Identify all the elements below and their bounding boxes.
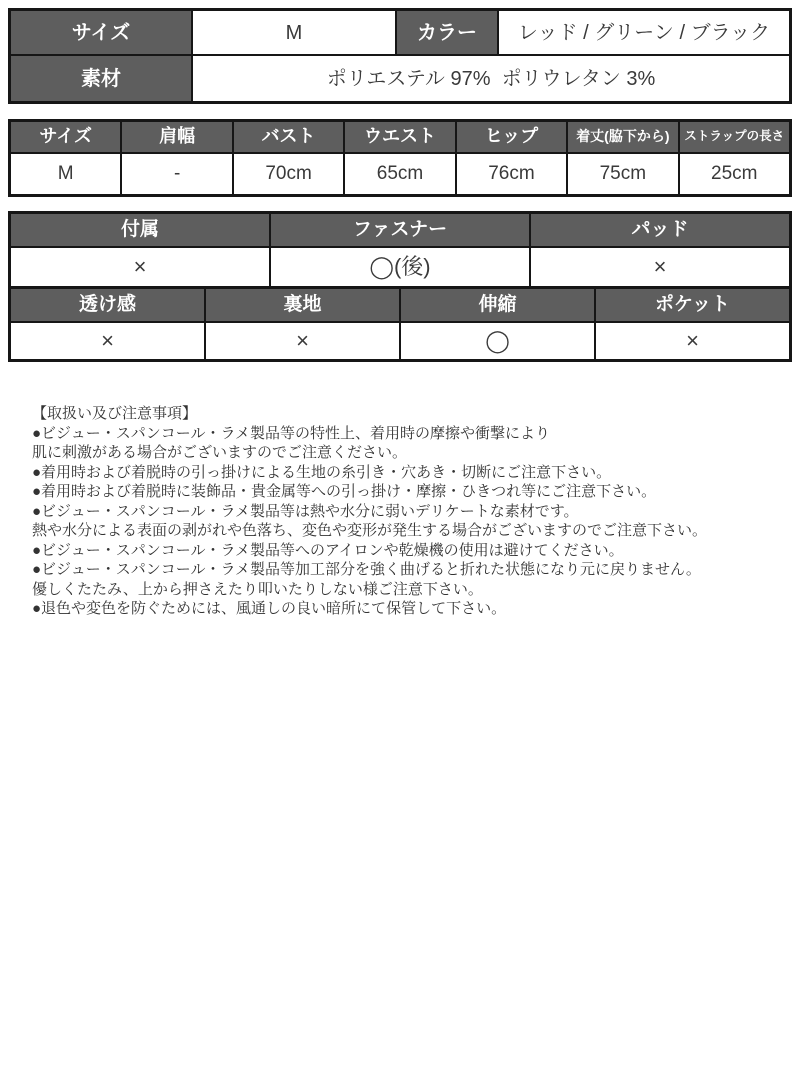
- product-spec-sheet: [8, 8, 792, 619]
- size-color-material-table: [8, 8, 792, 104]
- measure-header-strap: ストラップの長さ: [680, 122, 789, 152]
- feature-value-pocket: ×: [596, 323, 789, 359]
- care-note-line: 熱や水分による表面の剥がれや色落ち、変色や変形が発生する場合がございますのでご注意下さい。: [32, 522, 708, 539]
- feature-header-pad: パッド: [531, 214, 789, 246]
- color-value-cell: レッド / グリーン / ブラック: [499, 11, 789, 54]
- care-note-line: ●ビジュー・スパンコール・ラメ製品等へのアイロンや乾燥機の使用は避けてください。: [32, 541, 624, 559]
- care-notes: [32, 404, 792, 619]
- feature-value-accessory: ×: [11, 248, 269, 286]
- feature-header-pocket: ポケット: [596, 289, 789, 321]
- care-note-line: ●ビジュー・スパンコール・ラメ製品等は熱や水分に弱いデリケートな素材です。: [32, 502, 579, 520]
- size-value-cell: M: [193, 11, 395, 54]
- care-note-line: 優しくたたみ、上から押さえたり叩いたりしない様ご注意下さい。: [32, 580, 483, 598]
- measure-value-shoulder: -: [122, 154, 231, 194]
- feature-value-stretch: ◯: [401, 323, 594, 359]
- color-label-cell: カラー: [397, 11, 497, 54]
- care-note-line: ●着用時および着脱時の引っ掛けによる生地の糸引き・穴あき・切断にご注意下さい。: [32, 463, 612, 481]
- care-note-line: ●ビジュー・スパンコール・ラメ製品等加工部分を強く曲げると折れた状態になり元に戻りません。: [32, 561, 701, 578]
- feature-header-stretch: 伸縮: [401, 289, 594, 321]
- measure-header-bust: バスト: [234, 122, 343, 152]
- measure-value-waist: 65cm: [345, 154, 454, 194]
- features-table-bottom: [8, 286, 792, 362]
- measure-value-hip: 76cm: [457, 154, 566, 194]
- care-note-line: ●ビジュー・スパンコール・ラメ製品等の特性上、着用時の摩擦や衝撃により: [32, 424, 551, 442]
- feature-value-fastener: ◯(後): [271, 248, 529, 286]
- measure-header-size: サイズ: [11, 122, 120, 152]
- feature-header-sheer: 透け感: [11, 289, 204, 321]
- care-note-line: ●着用時および着脱時に装飾品・貴金属等への引っ掛け・摩擦・ひきつれ等にご注意下さい。: [32, 483, 657, 500]
- measure-value-size: M: [11, 154, 120, 194]
- feature-value-pad: ×: [531, 248, 789, 286]
- size-label-cell: サイズ: [11, 11, 191, 54]
- measure-value-bust: 70cm: [234, 154, 343, 194]
- care-note-line: 肌に刺激がある場合がございますのでご注意ください。: [32, 444, 408, 461]
- measurements-table: [8, 119, 792, 197]
- feature-header-accessory: 付属: [11, 214, 269, 246]
- care-notes-title: 【取扱い及び注意事項】: [32, 405, 198, 422]
- measure-header-hip: ヒップ: [457, 122, 566, 152]
- features-table-top: [8, 211, 792, 289]
- measure-value-strap: 25cm: [680, 154, 789, 194]
- feature-value-sheer: ×: [11, 323, 204, 359]
- feature-header-lining: 裏地: [206, 289, 399, 321]
- care-note-line: ●退色や変色を防ぐためには、風通しの良い暗所にて保管して下さい。: [32, 600, 507, 617]
- measure-header-length: 着丈(脇下から): [568, 122, 677, 152]
- measure-header-shoulder: 肩幅: [122, 122, 231, 152]
- feature-value-lining: ×: [206, 323, 399, 359]
- material-label-cell: 素材: [11, 56, 191, 101]
- measure-header-waist: ウエスト: [345, 122, 454, 152]
- material-value-cell: ポリエステル 97% ポリウレタン 3%: [193, 56, 789, 101]
- measure-value-length: 75cm: [568, 154, 677, 194]
- feature-header-fastener: ファスナー: [271, 214, 529, 246]
